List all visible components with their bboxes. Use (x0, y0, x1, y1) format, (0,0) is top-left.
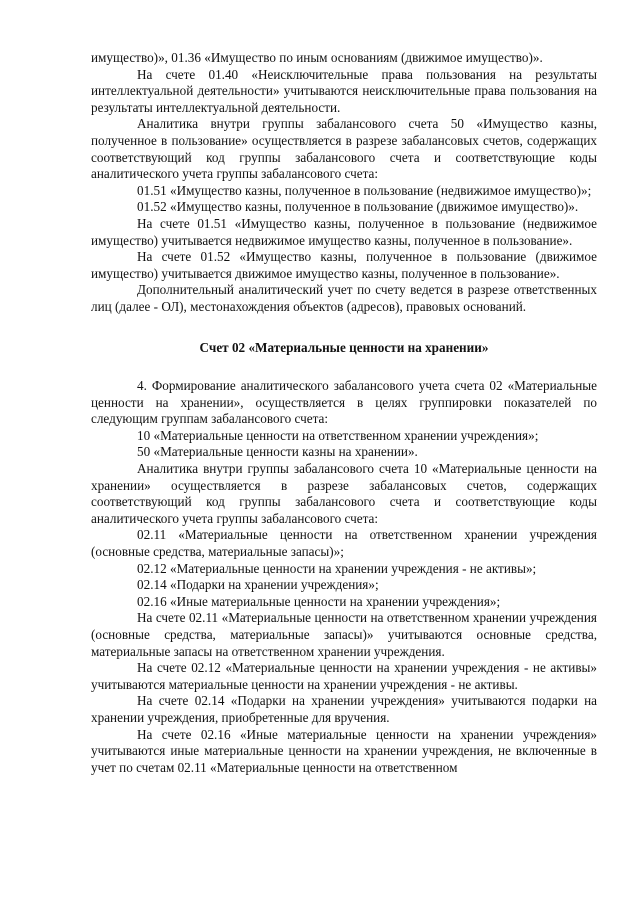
paragraph-account-01-40: На счете 01.40 «Неисключительные права пользования на результаты интеллектуальной деятельности» учитываются неисключительные права пользования на результаты интеллектуальной деятельности. (91, 66, 597, 115)
paragraph-additional-analytics: Дополнительный аналитический учет по счету ведется в разрезе ответственных лиц (далее - ОЛ), местонахождения объектов (адресов), правовых оснований. (91, 282, 597, 314)
section-heading-account-02: Счет 02 «Материальные ценности на хранении» (199, 339, 489, 355)
paragraph-analytics-group-10: Аналитика внутри группы забалансового счета 10 «Материальные ценности на хранении» осуществляется в разрезе забалансовых счетов, содержащих соответствующий код группы забалансового счета и соответствующие коды аналитического учета группы забалансового счета: (91, 461, 597, 526)
list-item-group-10: 10 «Материальные ценности на ответственном хранении учреждения»; (137, 427, 539, 443)
list-item-02-11: 02.11 «Материальные ценности на ответственном хранении учреждения (основные средства, материальные запасы)»; (91, 527, 597, 560)
list-item-02-14: 02.14 «Подарки на хранении учреждения»; (137, 577, 379, 593)
paragraph-formation-account-02: 4. Формирование аналитического забалансового учета счета 02 «Материальные ценности на хранении», осуществляется в целях группировки показателей по следующим группам забалансового счета: (91, 378, 597, 427)
paragraph-account-02-11: На счете 02.11 «Материальные ценности на ответственном хранении учреждения (основные средства, материальные запасы)» учитываются основные средства, материальные запасы на ответственном хранении учреждения. (91, 610, 597, 659)
list-item-02-16: 02.16 «Иные материальные ценности на хранении учреждения»; (137, 593, 501, 609)
list-item-01-52: 01.52 «Имущество казны, полученное в пользование (движимое имущество)». (137, 199, 579, 215)
paragraph-account-02-16: На счете 02.16 «Иные материальные ценности на хранении учреждения» учитываются иные материальные ценности на хранении учреждения, не включенные в учет по счетам 02.11 «Материальные ценности на ответственном (91, 726, 597, 775)
document-page (91, 50, 597, 776)
paragraph-account-01-52: На счете 01.52 «Имущество казны, полученное в пользование (движимое имущество) учитывается движимое имущество казны, полученное в пользование». (91, 249, 597, 281)
list-item-01-51: 01.51 «Имущество казны, полученное в пользование (недвижимое имущество)»; (137, 182, 592, 198)
paragraph-analytics-group-50: Аналитика внутри группы забалансового счета 50 «Имущество казны, полученное в пользование» осуществляется в разрезе забалансовых счетов, содержащих соответствующий код группы забалансового счета и соответствующие коды аналитического учета группы забалансового счета: (91, 116, 597, 182)
paragraph-account-02-14: На счете 02.14 «Подарки на хранении учреждения» учитываются подарки на хранении учреждения, приобретенные для вручения. (91, 693, 597, 725)
list-item-02-12: 02.12 «Материальные ценности на хранении учреждения - не активы»; (137, 560, 537, 576)
list-item-group-50: 50 «Материальные ценности казны на хранении». (137, 444, 418, 460)
paragraph-continuation: имущество)», 01.36 «Имущество по иным основаниям (движимое имущество)». (91, 50, 543, 65)
paragraph-account-02-12: На счете 02.12 «Материальные ценности на хранении учреждения - не активы» учитываются материальные ценности на хранении учреждения - не активы. (91, 660, 597, 692)
paragraph-account-01-51: На счете 01.51 «Имущество казны, полученное в пользование (недвижимое имущество) учитывается недвижимое имущество казны, полученное в пользование». (91, 215, 597, 248)
